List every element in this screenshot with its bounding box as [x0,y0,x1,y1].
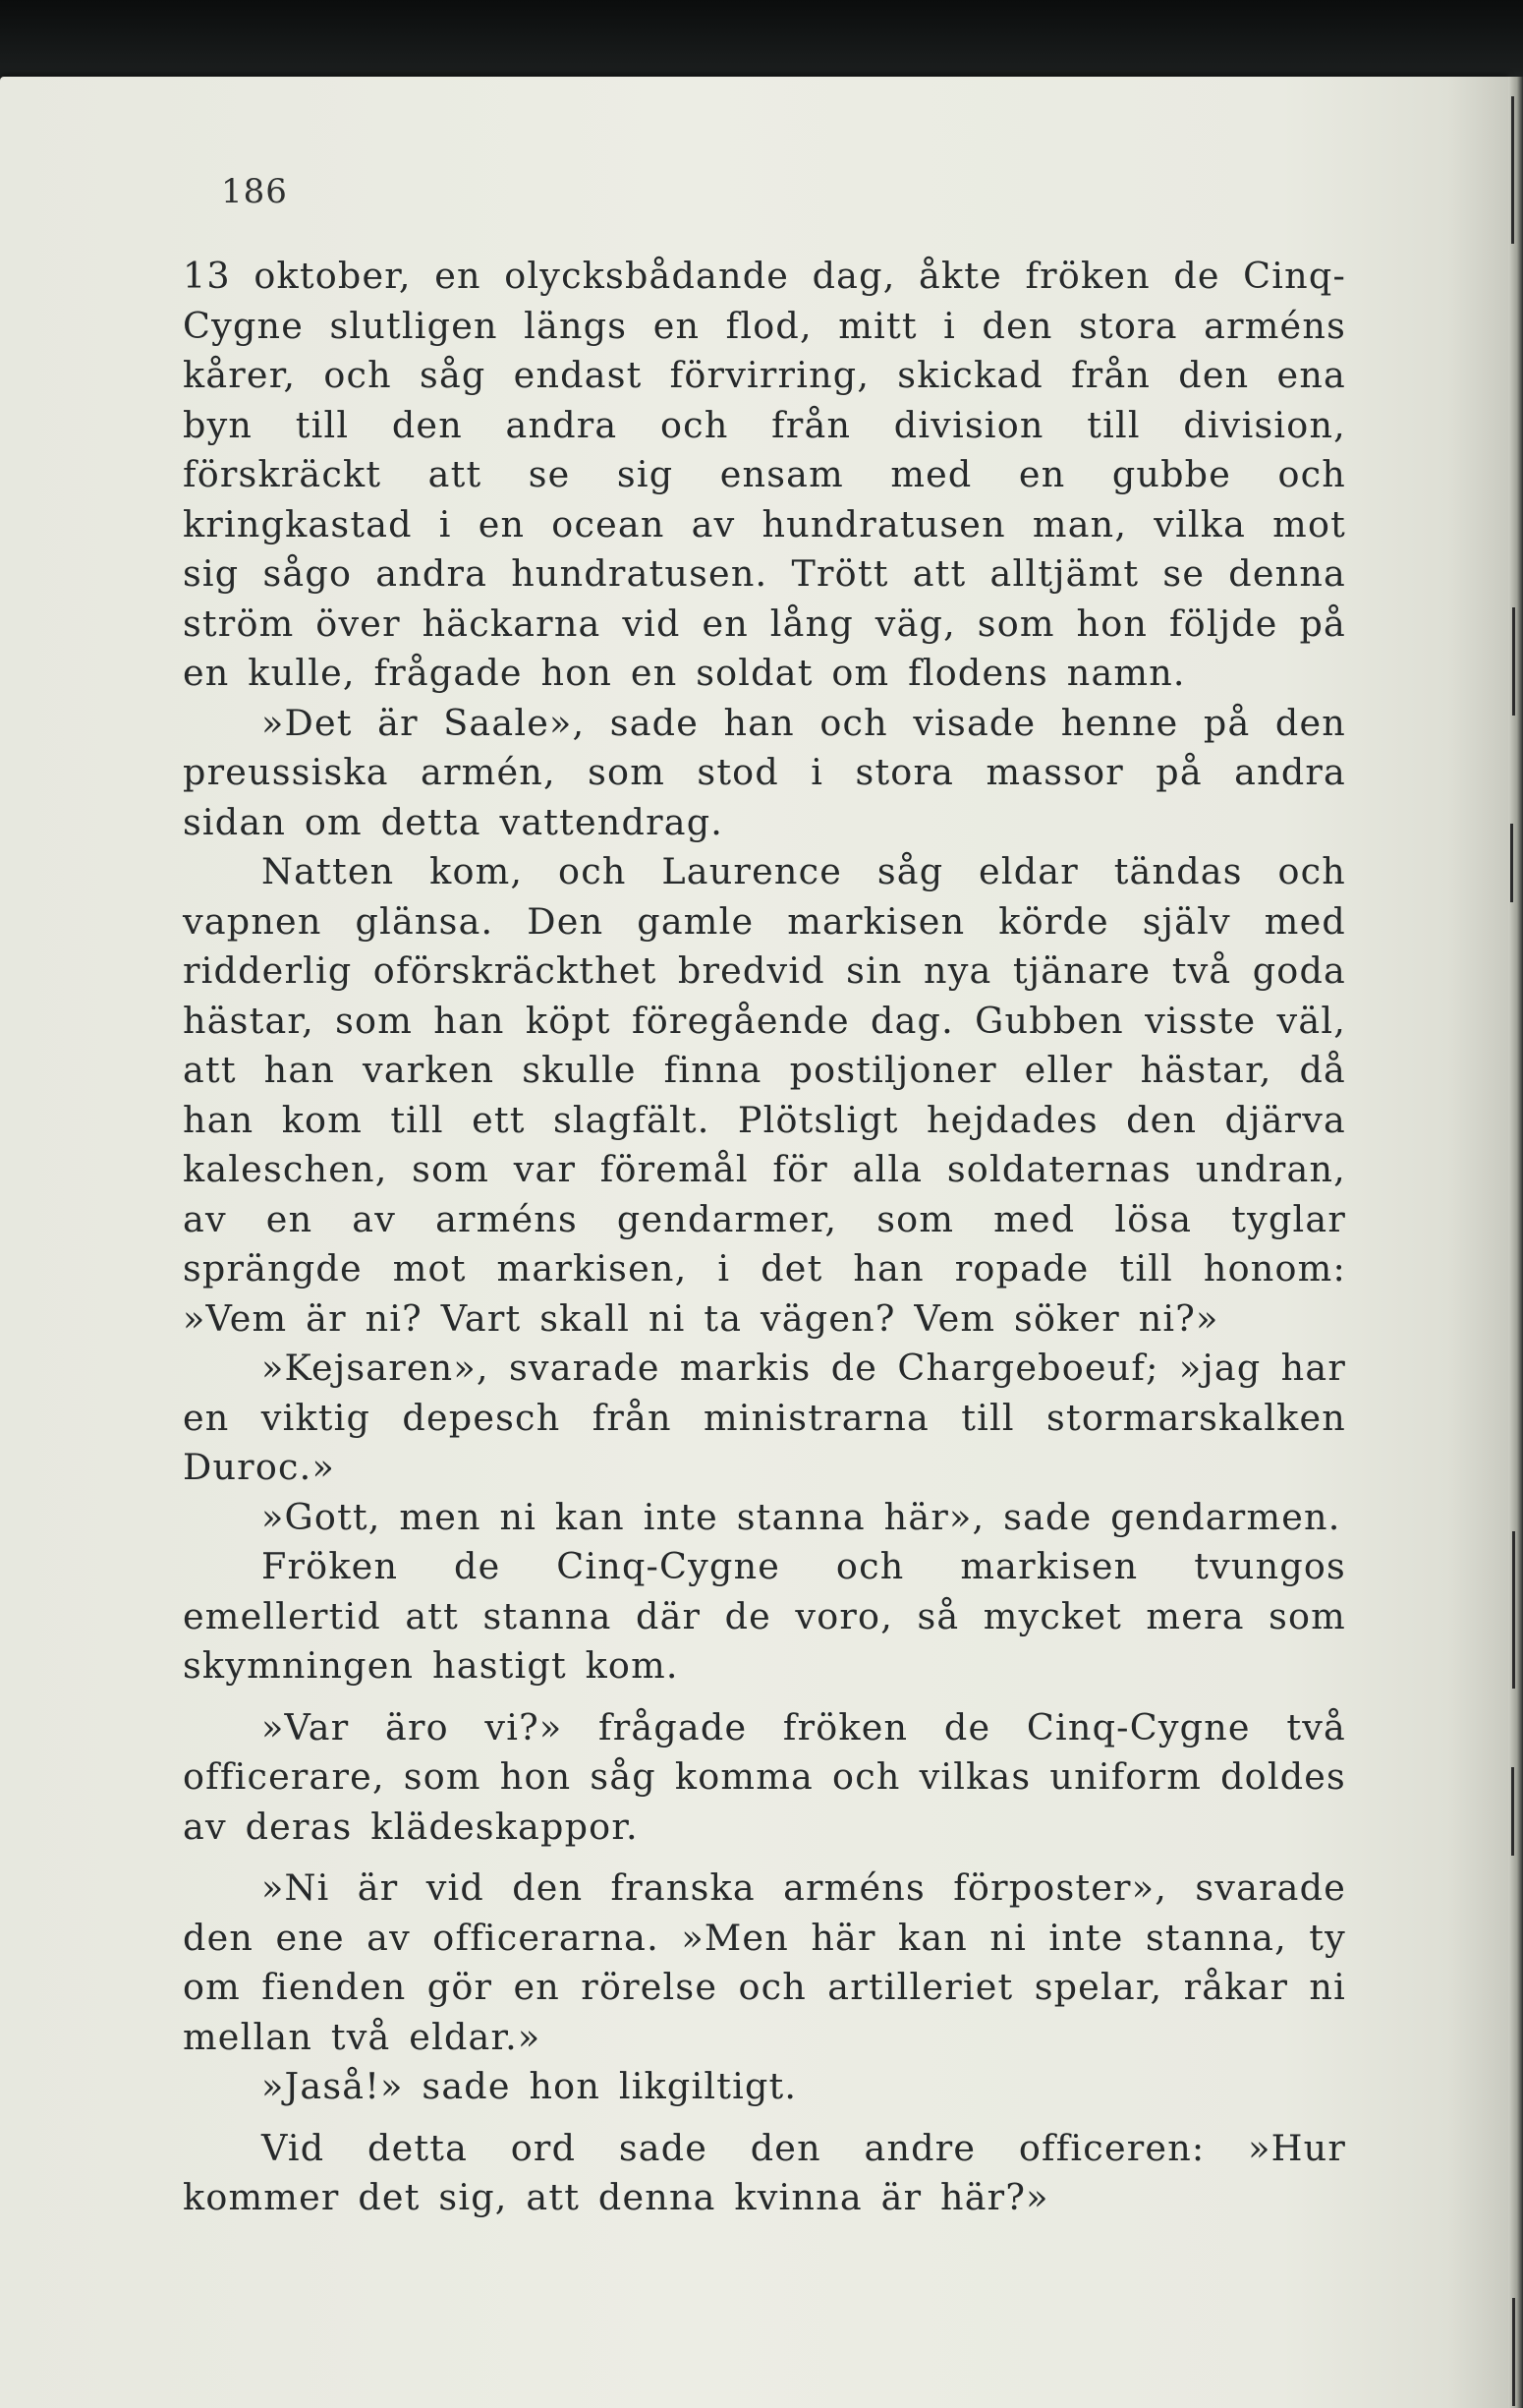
edge-mark [1511,1767,1514,1856]
paragraph: »Det är Saale», sade han och visade henne på den preussiska armén, som stod i stora massor på andra sidan om detta vattendrag. [183,701,1346,843]
paragraph: »Gott, men ni kan inte stanna här», sade gendarmen. [261,1495,1341,1538]
paragraph: 13 oktober, en olycksbådande dag, åkte fröken de Cinq-Cygne slutligen längs en flod, mitt i den stora arméns kårer, och såg endast förvirring, skickad från den ena byn till den andra och från division till division, förskräckt att se sig ensam med en gubbe och kringkastad i en ocean av hundratusen man, vilka mot sig sågo andra hundratusen. Trött att alltjämt se denna ström över häckarna vid en lång väg, som hon följde på en kulle, frågade hon en soldat om flodens namn. [183,255,1346,694]
edge-mark [1512,1531,1515,1689]
paragraph: »Ni är vid den franska arméns förposter», svarade den ene av officerarna. »Men här kan ni inte stanna, ty om fienden gör en rörelse och artilleriet spelar, råkar ni mellan två eldar.» [183,1866,1346,2058]
body-text [183,252,1346,2223]
edge-mark [1511,96,1514,244]
paragraph: »Var äro vi?» frågade fröken de Cinq-Cygne två officerare, som hon såg komma och vilkas uniform doldes av deras klädeskappor. [183,1705,1346,1848]
paragraph: »Jaså!» sade hon likgiltigt. [261,2065,798,2107]
scan-background [0,0,1523,79]
page-edge [1508,77,1523,2408]
paragraph: Vid detta ord sade den andre officeren: »Hur kommer det sig, att denna kvinna är här?» [183,2126,1346,2218]
edge-mark [1512,2298,1515,2406]
paragraph: Natten kom, och Laurence såg eldar tändas och vapnen glänsa. Den gamle markisen körde själv med ridderlig oförskräckthet bredvid sin nya tjänare två goda hästar, som han köpt föregående dag. Gubben visste väl, att han varken skulle finna postiljoner eller hästar, då han kom till ett slagfält. Plötsligt hejdades den djärva kaleschen, som var föremål för alla soldaternas undran, av en av arméns gendarmer, som med lösa tyglar sprängde mot markisen, i det han ropade till honom: »Vem är ni? Vart skall ni ta vägen? Vem söker ni?» [183,850,1346,1340]
edge-mark [1510,824,1513,902]
edge-mark [1512,607,1515,716]
page-number: 186 [221,172,288,211]
paragraph: »Kejsaren», svarade markis de Chargeboeuf; »jag har en viktig depesch från ministrarna till stormarskalken Duroc.» [183,1347,1346,1488]
paragraph: Fröken de Cinq-Cygne och markisen tvungos emellertid att stanna där de voro, så mycket mera som skymningen hastigt kom. [183,1545,1346,1687]
